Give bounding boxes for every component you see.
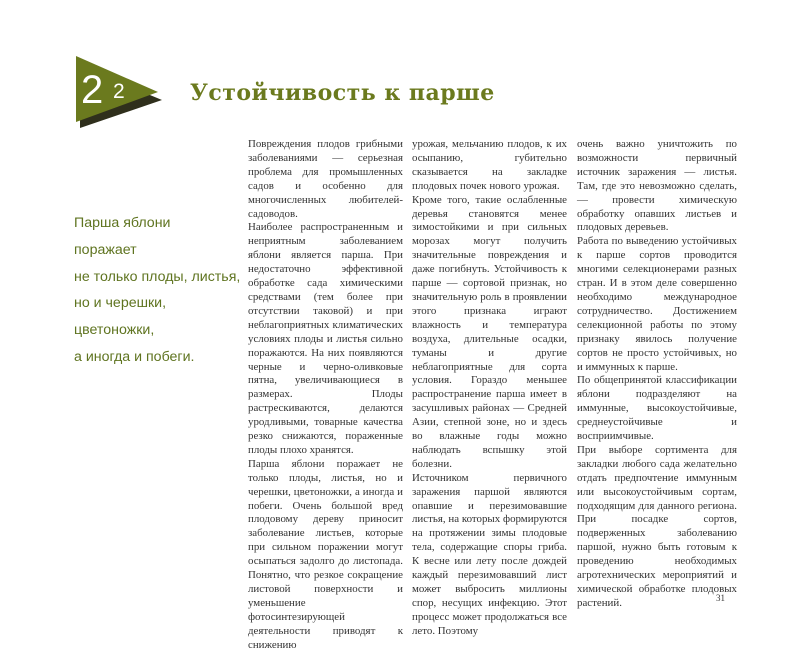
pull-quote — [74, 210, 241, 371]
text-column-3 — [577, 138, 737, 611]
body-paragraph: Кроме того, такие ослабленные деревья становятся менее зимостойкими и при сильных морозах могут получить значительные повреждения и даже погибнуть. Устойчивость к парше — сортовой признак, но значительную роль в проявлении этого признака играют влажность и температура воздуха, длительные осадки, туманы и другие неблагоприятные для сорта условия. Гораздо меньшее распространение парша имеет в засушливых районах — Средней Азии, степной зоне, но и здесь во влажные годы можно наблюдать вспышку этой болезни. — [412, 193, 567, 470]
body-paragraph: Повреждения плодов грибными заболеваниями — серьезная проблема для промышленных садов и особенно для многочисленных любителей-садоводов. — [248, 138, 403, 220]
pull-quote-line: поражает — [74, 241, 137, 258]
pull-quote-line: цветоножки, — [74, 322, 155, 339]
body-paragraph: Источником первичного заражения паршой являются опавшие и перезимовавшие листья, на которых формируются на протяжении зимы плодовые тела, содержащие споры гриба. К весне или лету после дождей каждый перезимовавший лист может выбросить миллионы спор, несущих инфекцию. Этот процесс может продолжаться все лето. Поэтому — [412, 471, 567, 637]
chapter-title: Устойчивость к парше — [190, 80, 495, 106]
text-column-2 — [412, 138, 567, 639]
pull-quote-line: а иногда и побеги. — [74, 348, 195, 365]
body-paragraph: Парша яблони поражает не только плоды, листья, но и черешки, цветоножки, а иногда и побеги. Очень большой вред плодовому дереву приносит заболевание листьев, которые при сильном поражении могут осыпаться задолго до листопада. Понятно, что резкое сокращение листовой поверхности и уменьшение фотосинтезирующей деятельности приводят к снижению — [248, 457, 403, 651]
body-paragraph: При выборе сортимента для закладки любого сада желательно отдать предпочтение иммунным или высокоустойчивым сортам, подходящим для данного региона. При посадке сортов, подверженных заболеванию паршой, нужно быть готовым к проведению необходимых агротехнических мероприятий и химической обработке плодовых растений. — [577, 443, 737, 609]
body-paragraph: Наиболее распространенным и неприятным заболеванием яблони является парша. При недостаточно эффективной обработке сада химическими средствами (тем более при отсутствии таковой) и при неблагоприятных климатических условиях плоды и листья сильно поражаются. На них появляются черные и черно-оливковые пятна, увеличивающиеся в размерах. Плоды растрескиваются, делаются уродливыми, товарные качества резко снижаются, пораженные плоды плохо хранятся. — [248, 221, 403, 456]
chapter-number: 2 — [81, 68, 104, 112]
pull-quote-line: но и черешки, — [74, 295, 167, 312]
text-column-1 — [248, 138, 403, 653]
page-number: 31 — [716, 593, 725, 603]
body-paragraph: урожая, мельчанию плодов, к их осыпанию, губительно сказывается на закладке плодовых почек нового урожая. — [412, 138, 567, 192]
section-number: 2 — [113, 80, 125, 103]
pull-quote-line: Парша яблони — [74, 215, 171, 231]
body-paragraph: Работа по выведению устойчивых к парше сортов проводится многими селекционерами разных стран. И в этом деле совершенно необходимо международное сотрудничество. Достижением селекционной работы по этому признаку явилось получение сортов не просто устойчивых, но и иммунных к парше. — [577, 235, 737, 373]
chapter-badge — [76, 56, 164, 128]
body-paragraph: очень важно уничтожить по возможности первичный источник заражения — листья. Там, где это невозможно сделать, — провести химическую обработку опавших листьев и плодовых деревьев. — [577, 138, 737, 234]
pull-quote-line: не только плоды, листья, — [74, 268, 241, 285]
body-paragraph: По общепринятой классификации яблони подразделяют на иммунные, высокоустойчивые, среднеустойчивые и восприимчивые. — [577, 374, 737, 443]
